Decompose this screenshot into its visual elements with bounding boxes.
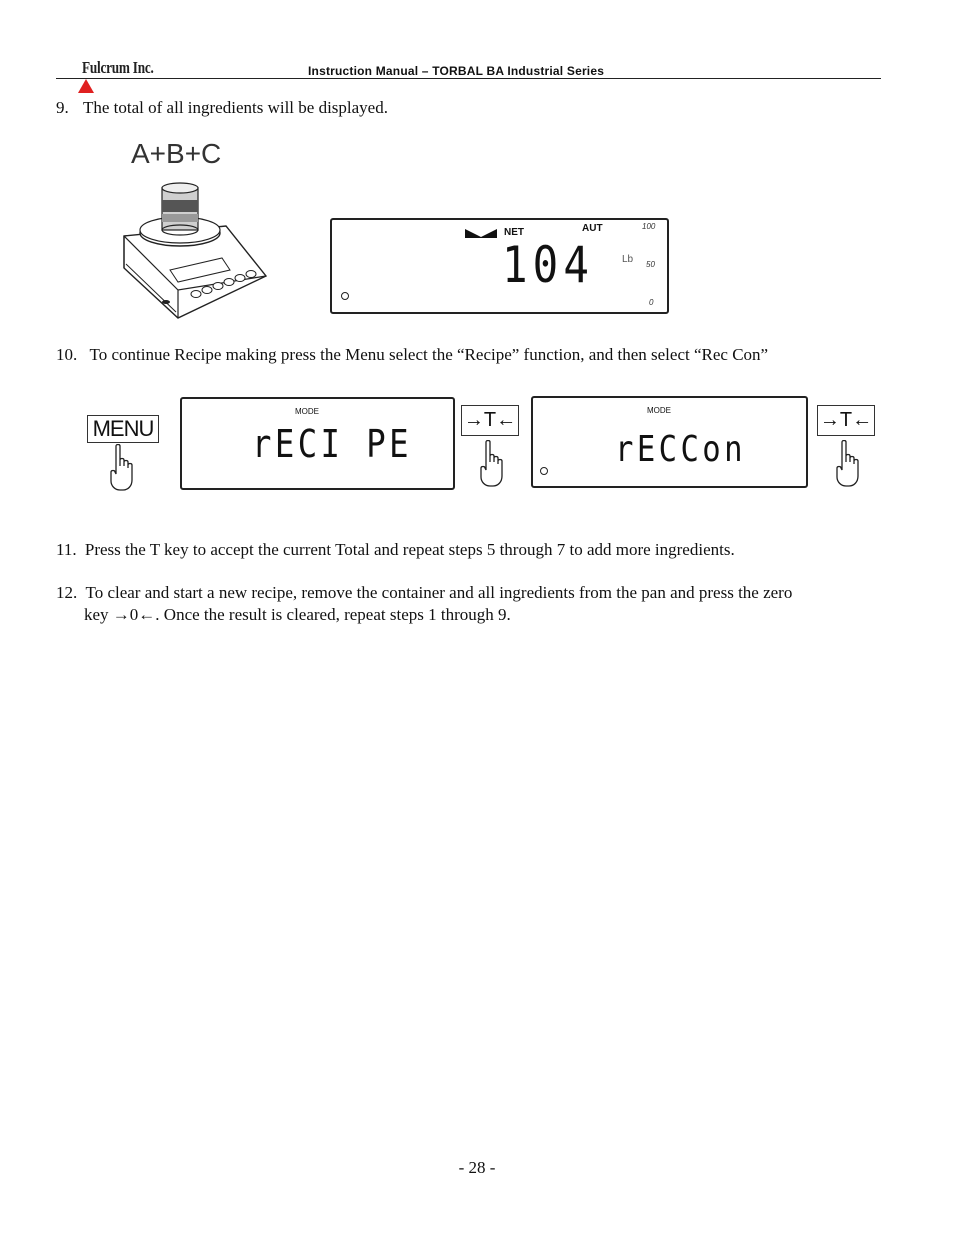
- tare-key: →T←: [461, 405, 519, 436]
- page-number: - 28 -: [458, 1158, 496, 1177]
- step-text-line2: key →0←. Once the result is cleared, repeat steps 1 through 9.: [84, 605, 511, 624]
- weight-display: [330, 218, 669, 314]
- step-number: 10.: [56, 345, 78, 364]
- weight-value: 104: [502, 236, 595, 294]
- step-10: [56, 344, 768, 366]
- scale-50: 50: [646, 260, 655, 269]
- company-logo: Fulcrum Inc.: [82, 58, 154, 77]
- logo-triangle-icon: [78, 79, 94, 93]
- recipe-value: rECI PE: [252, 422, 412, 466]
- stability-indicator-icon: [464, 227, 498, 239]
- scale-illustration-icon: [118, 178, 270, 324]
- unit-label: Lb: [622, 254, 634, 265]
- step-number: 9.: [56, 98, 69, 117]
- hand-pointer-icon: [108, 444, 138, 492]
- scale-100: 100: [642, 222, 656, 231]
- step-text: Press the T key to accept the current Total and repeat steps 5 through 7 to add more ingredients.: [84, 540, 735, 559]
- step-number: 11.: [56, 540, 77, 559]
- hand-pointer-icon: [834, 440, 864, 488]
- hand-pointer-icon: [478, 440, 508, 488]
- mode-label: MODE: [295, 407, 319, 416]
- mode-label: MODE: [647, 406, 671, 415]
- recipe-display: [180, 397, 455, 490]
- status-circle-icon: [540, 467, 548, 475]
- ingredient-caption: A+B+C: [131, 138, 222, 169]
- step-text: To continue Recipe making press the Menu select the “Recipe” function, and then select “Rec Con”: [89, 345, 769, 364]
- step-text: The total of all ingredients will be displayed.: [83, 98, 388, 117]
- status-circle-icon: [341, 292, 349, 300]
- reccon-value: rECCon: [615, 429, 746, 470]
- page-header: [56, 58, 881, 79]
- step-12-continued: [84, 604, 511, 626]
- step-11: [56, 539, 735, 561]
- step-12: [56, 582, 792, 604]
- reccon-display: [531, 396, 808, 488]
- header-title: Instruction Manual – TORBAL BA Industrial Series: [308, 64, 605, 78]
- step-9: [56, 97, 388, 119]
- net-label: NET: [504, 227, 524, 238]
- menu-key: MENU: [87, 415, 159, 443]
- aut-label: AUT: [582, 223, 603, 234]
- scale-0: 0: [649, 298, 654, 307]
- tare-key: →T←: [817, 405, 875, 436]
- step-number: 12.: [56, 583, 78, 602]
- step-text-line1: To clear and start a new recipe, remove the container and all ingredients from the pan and press the zero: [85, 583, 793, 602]
